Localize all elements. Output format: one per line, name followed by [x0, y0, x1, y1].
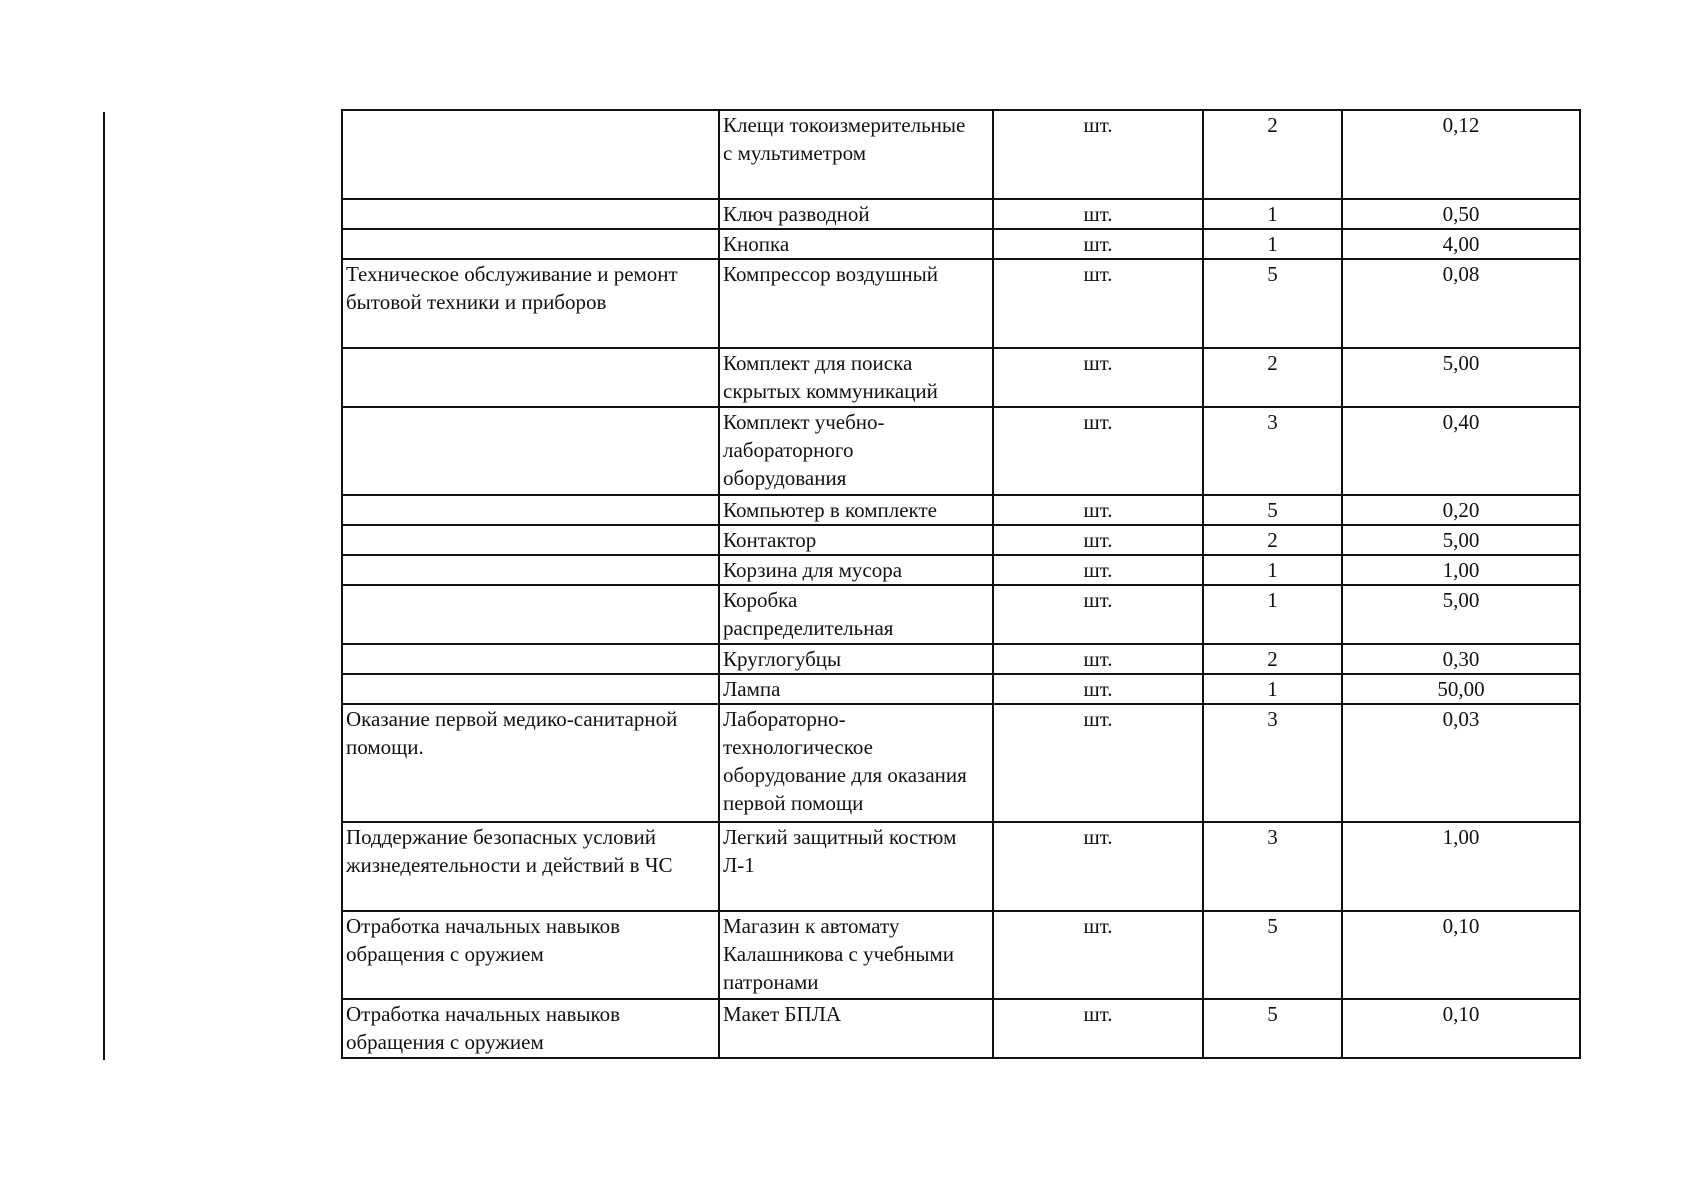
quantity-cell: 5 [1203, 259, 1342, 348]
norm-cell: 0,20 [1342, 495, 1580, 525]
table-row [342, 822, 1580, 911]
norm-cell: 50,00 [1342, 674, 1580, 704]
table-row [342, 911, 1580, 999]
activity-cell [342, 407, 719, 495]
unit-cell: шт. [993, 495, 1203, 525]
unit-cell: шт. [993, 911, 1203, 999]
norm-cell: 0,40 [1342, 407, 1580, 495]
norm-cell: 0,03 [1342, 704, 1580, 822]
quantity-cell: 3 [1203, 822, 1342, 911]
norm-cell: 5,00 [1342, 525, 1580, 555]
table-row [342, 407, 1580, 495]
quantity-cell: 2 [1203, 644, 1342, 674]
norm-cell: 1,00 [1342, 555, 1580, 585]
activity-cell [342, 644, 719, 674]
quantity-cell: 5 [1203, 495, 1342, 525]
item-cell: Компьютер в комплекте [719, 495, 993, 525]
quantity-cell: 5 [1203, 999, 1342, 1058]
norm-cell: 0,10 [1342, 911, 1580, 999]
item-cell: Лабораторно- технологическое оборудование для оказания первой помощи [719, 704, 993, 822]
table-row [342, 495, 1580, 525]
item-cell: Легкий защитный костюм Л-1 [719, 822, 993, 911]
unit-cell: шт. [993, 704, 1203, 822]
activity-cell [342, 674, 719, 704]
table-row [342, 644, 1580, 674]
norm-cell: 5,00 [1342, 348, 1580, 407]
activity-cell [342, 555, 719, 585]
table-row [342, 674, 1580, 704]
activity-cell: Поддержание безопасных условий жизнедеятельности и действий в ЧС [342, 822, 719, 911]
unit-cell: шт. [993, 585, 1203, 644]
quantity-cell: 2 [1203, 110, 1342, 199]
norm-cell: 0,10 [1342, 999, 1580, 1058]
item-cell: Ключ разводной [719, 199, 993, 229]
equipment-table [341, 109, 1581, 1059]
norm-cell: 0,50 [1342, 199, 1580, 229]
table-row [342, 229, 1580, 259]
activity-cell [342, 199, 719, 229]
item-cell: Коробка распределительная [719, 585, 993, 644]
activity-cell [342, 495, 719, 525]
item-cell: Корзина для мусора [719, 555, 993, 585]
activity-cell [342, 525, 719, 555]
quantity-cell: 1 [1203, 199, 1342, 229]
unit-cell: шт. [993, 525, 1203, 555]
table-row [342, 585, 1580, 644]
unit-cell: шт. [993, 999, 1203, 1058]
unit-cell: шт. [993, 644, 1203, 674]
unit-cell: шт. [993, 259, 1203, 348]
item-cell: Комплект для поиска скрытых коммуникаций [719, 348, 993, 407]
quantity-cell: 3 [1203, 407, 1342, 495]
quantity-cell: 1 [1203, 585, 1342, 644]
unit-cell: шт. [993, 199, 1203, 229]
activity-cell: Отработка начальных навыков обращения с оружием [342, 911, 719, 999]
table-row [342, 704, 1580, 822]
page-margin-line [103, 112, 105, 1060]
unit-cell: шт. [993, 555, 1203, 585]
item-cell: Круглогубцы [719, 644, 993, 674]
unit-cell: шт. [993, 674, 1203, 704]
item-cell: Магазин к автомату Калашникова с учебными патронами [719, 911, 993, 999]
quantity-cell: 1 [1203, 674, 1342, 704]
table-row [342, 259, 1580, 348]
quantity-cell: 2 [1203, 525, 1342, 555]
unit-cell: шт. [993, 348, 1203, 407]
item-cell: Клещи токоизмерительные с мультиметром [719, 110, 993, 199]
item-cell: Комплект учебно- лабораторного оборудования [719, 407, 993, 495]
item-cell: Лампа [719, 674, 993, 704]
unit-cell: шт. [993, 407, 1203, 495]
table-row [342, 348, 1580, 407]
item-cell: Кнопка [719, 229, 993, 259]
unit-cell: шт. [993, 229, 1203, 259]
item-cell: Компрессор воздушный [719, 259, 993, 348]
activity-cell: Техническое обслуживание и ремонт бытовой техники и приборов [342, 259, 719, 348]
norm-cell: 0,30 [1342, 644, 1580, 674]
activity-cell [342, 348, 719, 407]
quantity-cell: 2 [1203, 348, 1342, 407]
activity-cell [342, 229, 719, 259]
table-row [342, 110, 1580, 199]
quantity-cell: 1 [1203, 229, 1342, 259]
activity-cell [342, 110, 719, 199]
table-row [342, 555, 1580, 585]
activity-cell: Отработка начальных навыков обращения с оружием [342, 999, 719, 1058]
unit-cell: шт. [993, 822, 1203, 911]
table-row [342, 999, 1580, 1058]
norm-cell: 5,00 [1342, 585, 1580, 644]
unit-cell: шт. [993, 110, 1203, 199]
table-row [342, 199, 1580, 229]
item-cell: Контактор [719, 525, 993, 555]
table-row [342, 525, 1580, 555]
quantity-cell: 1 [1203, 555, 1342, 585]
quantity-cell: 3 [1203, 704, 1342, 822]
quantity-cell: 5 [1203, 911, 1342, 999]
activity-cell: Оказание первой медико-санитарной помощи. [342, 704, 719, 822]
item-cell: Макет БПЛА [719, 999, 993, 1058]
activity-cell [342, 585, 719, 644]
norm-cell: 0,08 [1342, 259, 1580, 348]
norm-cell: 1,00 [1342, 822, 1580, 911]
norm-cell: 4,00 [1342, 229, 1580, 259]
norm-cell: 0,12 [1342, 110, 1580, 199]
